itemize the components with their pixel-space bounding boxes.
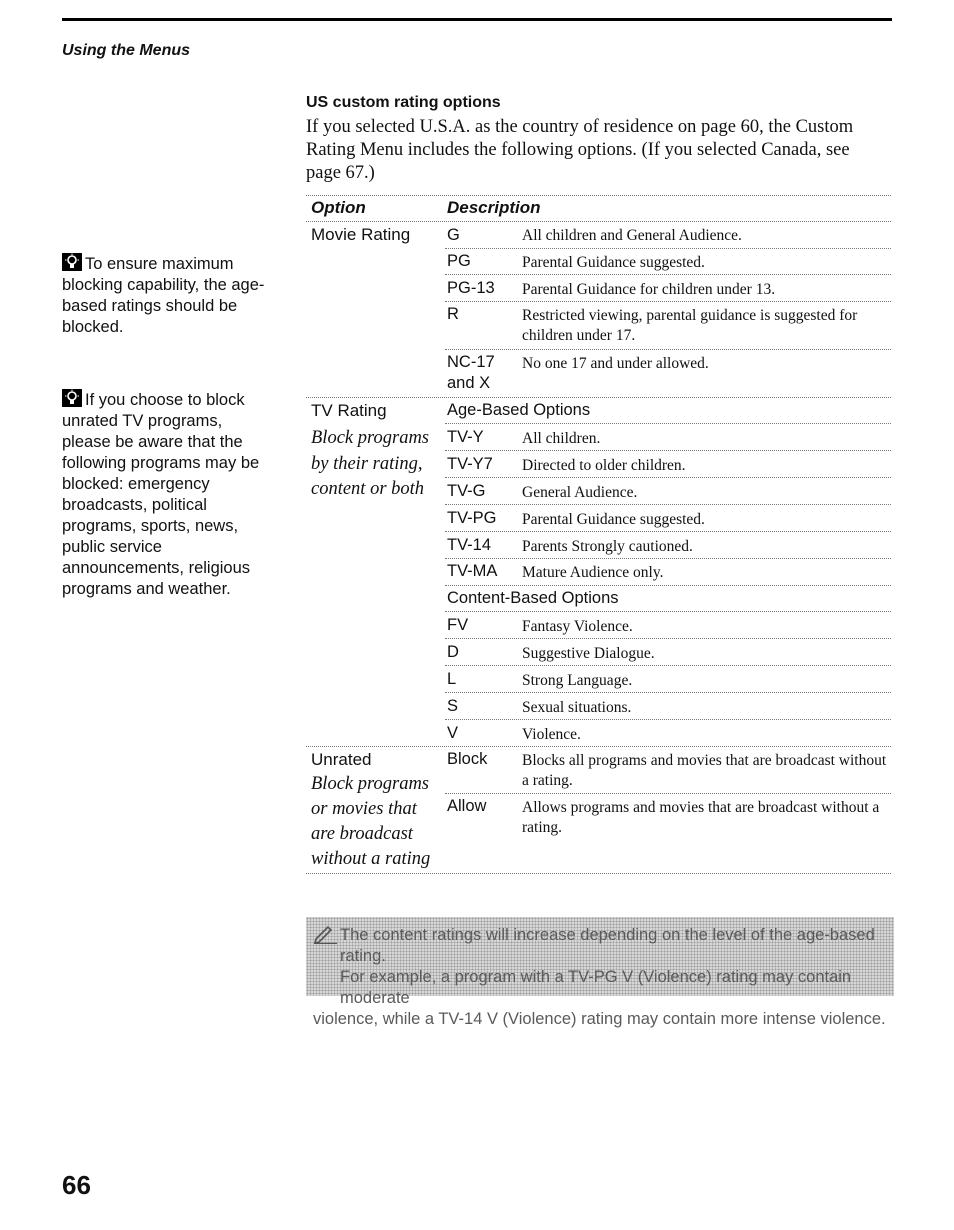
page-number: 66	[62, 1170, 91, 1200]
table-rule	[445, 504, 891, 505]
tip-text: If you choose to block unrated TV programs, please be aware that the following programs may be blocked: emergency broadcasts, political programs, sports, news, public service announcements, religious programs and weather.	[62, 391, 260, 598]
rating-desc: All children.	[522, 430, 601, 447]
option-note: Block programs	[311, 428, 430, 448]
rating-code: FV	[447, 616, 469, 634]
table-rule	[445, 301, 891, 302]
table-rule	[445, 248, 891, 249]
rating-code: S	[447, 697, 459, 715]
rating-desc: Blocks all programs and movies that are broadcast without a rating.	[522, 752, 887, 789]
section-header: Using the Menus	[62, 42, 191, 59]
table-rule	[445, 793, 891, 794]
rating-desc: Violence.	[522, 726, 581, 743]
rating-code: PG	[447, 252, 471, 270]
rating-desc: Parental Guidance suggested.	[522, 254, 705, 271]
note-line: For example, a program with a TV-PG V (Violence) rating may contain moderate	[340, 968, 852, 1007]
option-tv-rating: TV Rating	[311, 401, 387, 420]
group-header-content-based: Content-Based Options	[447, 589, 619, 607]
tip-unrated	[62, 389, 272, 600]
rating-code: TV-MA	[447, 562, 498, 580]
option-note: or movies that	[311, 799, 417, 819]
rating-desc: Strong Language.	[522, 672, 633, 689]
rating-desc: Parental Guidance for children under 13.	[522, 281, 776, 298]
tip-icon	[62, 253, 82, 271]
option-note: by their rating,	[311, 454, 423, 474]
rating-desc: Directed to older children.	[522, 457, 686, 474]
table-rule	[306, 397, 891, 398]
table-rule	[306, 221, 891, 222]
table-rule	[445, 558, 891, 559]
rating-desc: No one 17 and under allowed.	[522, 355, 709, 372]
table-rule	[445, 274, 891, 275]
top-rule	[62, 18, 892, 21]
note-line: violence, while a TV-14 V (Violence) rating may contain more intense violence.	[313, 1010, 886, 1028]
table-rule	[306, 195, 891, 196]
note-line: The content ratings will increase depending on the level of the age-based rating.	[340, 926, 875, 965]
rating-desc: Suggestive Dialogue.	[522, 645, 655, 662]
rating-desc: All children and General Audience.	[522, 227, 742, 244]
rating-code-continued: and X	[447, 374, 491, 392]
table-rule	[445, 349, 891, 350]
rating-code: PG-13	[447, 279, 495, 297]
group-header-age-based: Age-Based Options	[447, 401, 591, 419]
table-rule	[445, 423, 891, 424]
table-rule	[445, 585, 891, 586]
rating-desc: Sexual situations.	[522, 699, 632, 716]
rating-code: TV-G	[447, 482, 486, 500]
column-header-option: Option	[311, 198, 366, 217]
rating-code: NC-17	[447, 353, 495, 371]
rating-desc: General Audience.	[522, 484, 638, 501]
option-movie-rating: Movie Rating	[311, 225, 411, 244]
intro-paragraph: If you selected U.S.A. as the country of residence on page 60, the Custom Rating Menu includes the following options. (If you selected Canada, see page 67.)	[306, 117, 854, 183]
tip-icon	[62, 389, 82, 407]
table-rule	[445, 665, 891, 666]
tip-block-age	[62, 253, 272, 338]
rating-desc: Parental Guidance suggested.	[522, 511, 705, 528]
rating-desc: Restricted viewing, parental guidance is suggested for children under 17.	[522, 307, 858, 344]
option-note: Block programs	[311, 774, 430, 794]
table-rule	[445, 450, 891, 451]
column-header-description: Description	[447, 198, 541, 217]
tip-text: To ensure maximum blocking capability, the age-based ratings should be blocked.	[62, 255, 265, 336]
rating-code: TV-14	[447, 536, 492, 554]
rating-desc: Fantasy Violence.	[522, 618, 633, 635]
pencil-icon	[312, 924, 338, 949]
rating-code: G	[447, 226, 460, 244]
rating-desc: Parents Strongly cautioned.	[522, 538, 693, 555]
rating-desc: Mature Audience only.	[522, 564, 664, 581]
rating-desc: Allows programs and movies that are broadcast without a rating.	[522, 799, 880, 836]
rating-code: TV-Y7	[447, 455, 493, 473]
table-rule	[445, 531, 891, 532]
section-heading: US custom rating options	[306, 94, 501, 111]
table-rule	[445, 692, 891, 693]
option-note: without a rating	[311, 849, 431, 869]
table-rule	[306, 746, 891, 747]
rating-code: TV-PG	[447, 509, 497, 527]
note-text	[313, 925, 890, 1030]
option-note: are broadcast	[311, 824, 413, 844]
rating-code: L	[447, 670, 457, 688]
option-note: content or both	[311, 479, 425, 499]
table-rule	[445, 611, 891, 612]
table-rule	[445, 719, 891, 720]
rating-code: R	[447, 305, 459, 323]
rating-code: V	[447, 724, 459, 742]
table-rule	[445, 477, 891, 478]
table-rule	[306, 873, 891, 874]
table-rule	[445, 638, 891, 639]
rating-code: TV-Y	[447, 428, 484, 446]
rating-code: Allow	[447, 797, 487, 815]
rating-code: D	[447, 643, 459, 661]
rating-code: Block	[447, 750, 488, 768]
option-unrated: Unrated	[311, 750, 372, 769]
